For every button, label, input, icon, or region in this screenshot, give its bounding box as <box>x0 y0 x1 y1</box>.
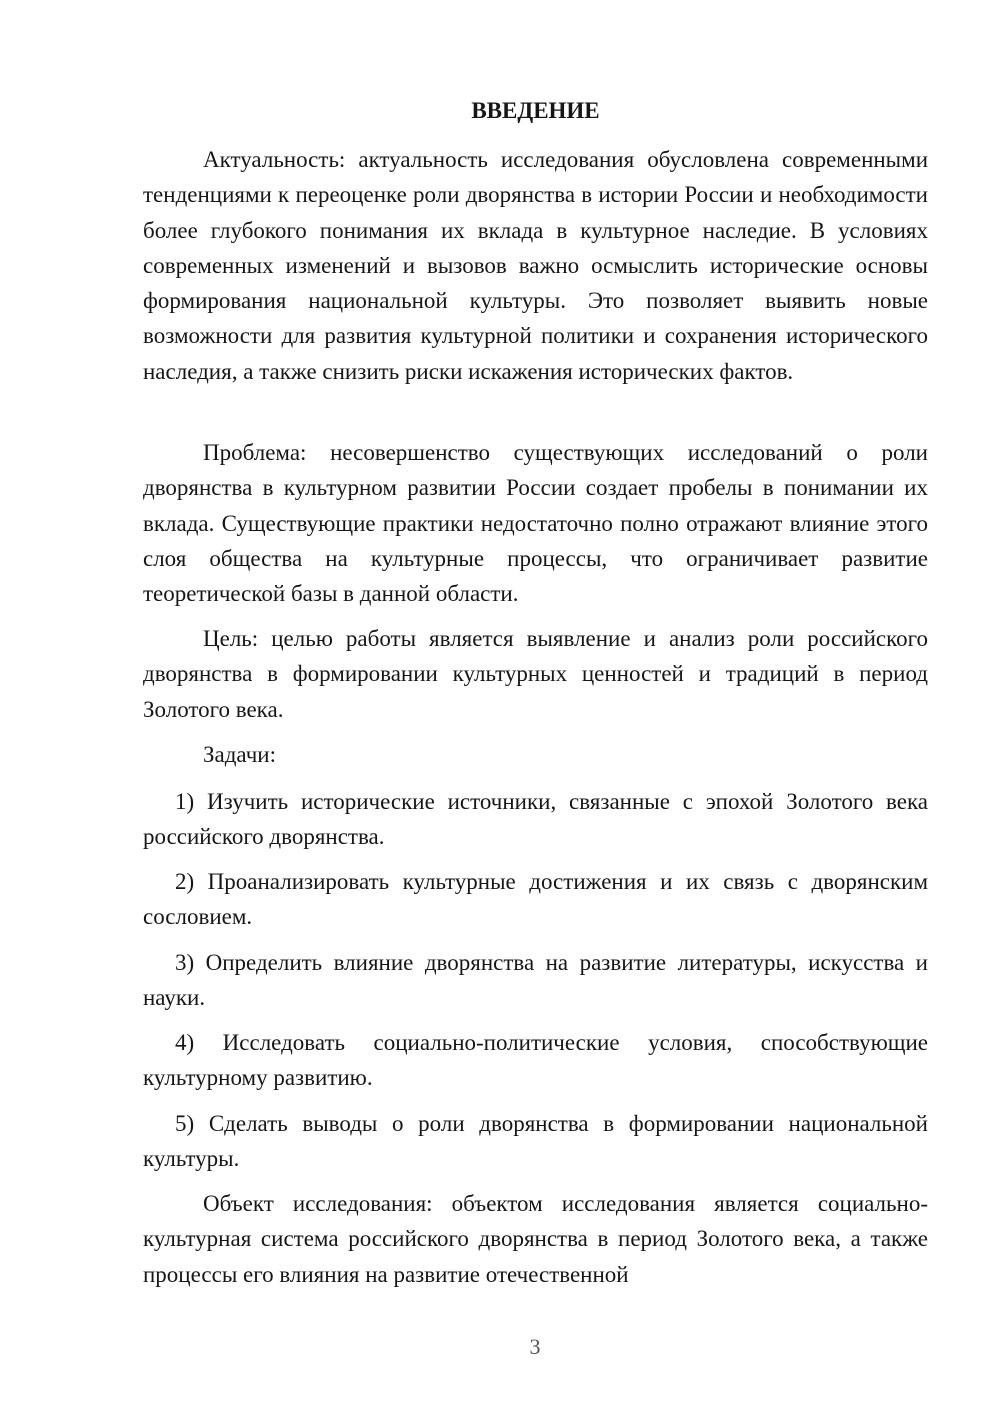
relevance-text: Актуальность: актуальность исследования обусловлена современными тенденциями к переоценке роли дворянства в истории России и необходимости более глубокого понимания их вклада в культурное наследие. В условиях современных изменений и вызовов важно осмыслить исторические основы формирования национальной культуры. Это позволяет выявить новые возможности для развития культурной политики и сохранения исторического наследия, а также снизить риски искажения исторических фактов. <box>143 147 928 384</box>
list-item: 4) Исследовать социально-политические условия, способствующие культурному развитию. <box>143 1030 928 1091</box>
task-item-2 <box>143 864 928 935</box>
task-item-5 <box>143 1106 928 1177</box>
goal-text: Цель: целью работы является выявление и анализ роли российского дворянства в формировании культурных ценностей и традиций в период Золотого века. <box>143 626 928 722</box>
page-number: 3 <box>529 1334 541 1359</box>
task-item-4 <box>143 1025 928 1096</box>
tasks-heading: Задачи: <box>203 742 276 767</box>
paragraph-problem <box>143 435 928 611</box>
list-item: 1) Изучить исторические источники, связанные с эпохой Золотого века российского дворянства. <box>143 789 928 850</box>
tasks-heading-block <box>143 737 928 772</box>
list-item: 2) Проанализировать культурные достижения и их связь с дворянским сословием. <box>143 869 928 930</box>
object-text: Объект исследования: объектом исследования является социально-культурная система российского дворянства в период Золотого века, а также процессы его влияния на развитие отечественной <box>143 1191 928 1287</box>
page-title: ВВЕДЕНИЕ <box>471 98 600 123</box>
list-item: 3) Определить влияние дворянства на развитие литературы, искусства и науки. <box>143 950 928 1011</box>
list-item: 5) Сделать выводы о роли дворянства в формировании национальной культуры. <box>143 1111 928 1172</box>
paragraph-object <box>143 1186 928 1292</box>
task-item-3 <box>143 945 928 1016</box>
problem-text: Проблема: несовершенство существующих исследований о роли дворянства в культурном развитии России создает пробелы в понимании их вклада. Существующие практики недостаточно полно отражают влияние этого слоя общества на культурные процессы, что ограничивает развитие теоретической базы в данной области. <box>143 440 928 607</box>
paragraph-relevance <box>143 142 928 389</box>
task-item-1 <box>143 784 928 855</box>
paragraph-goal <box>143 621 928 727</box>
